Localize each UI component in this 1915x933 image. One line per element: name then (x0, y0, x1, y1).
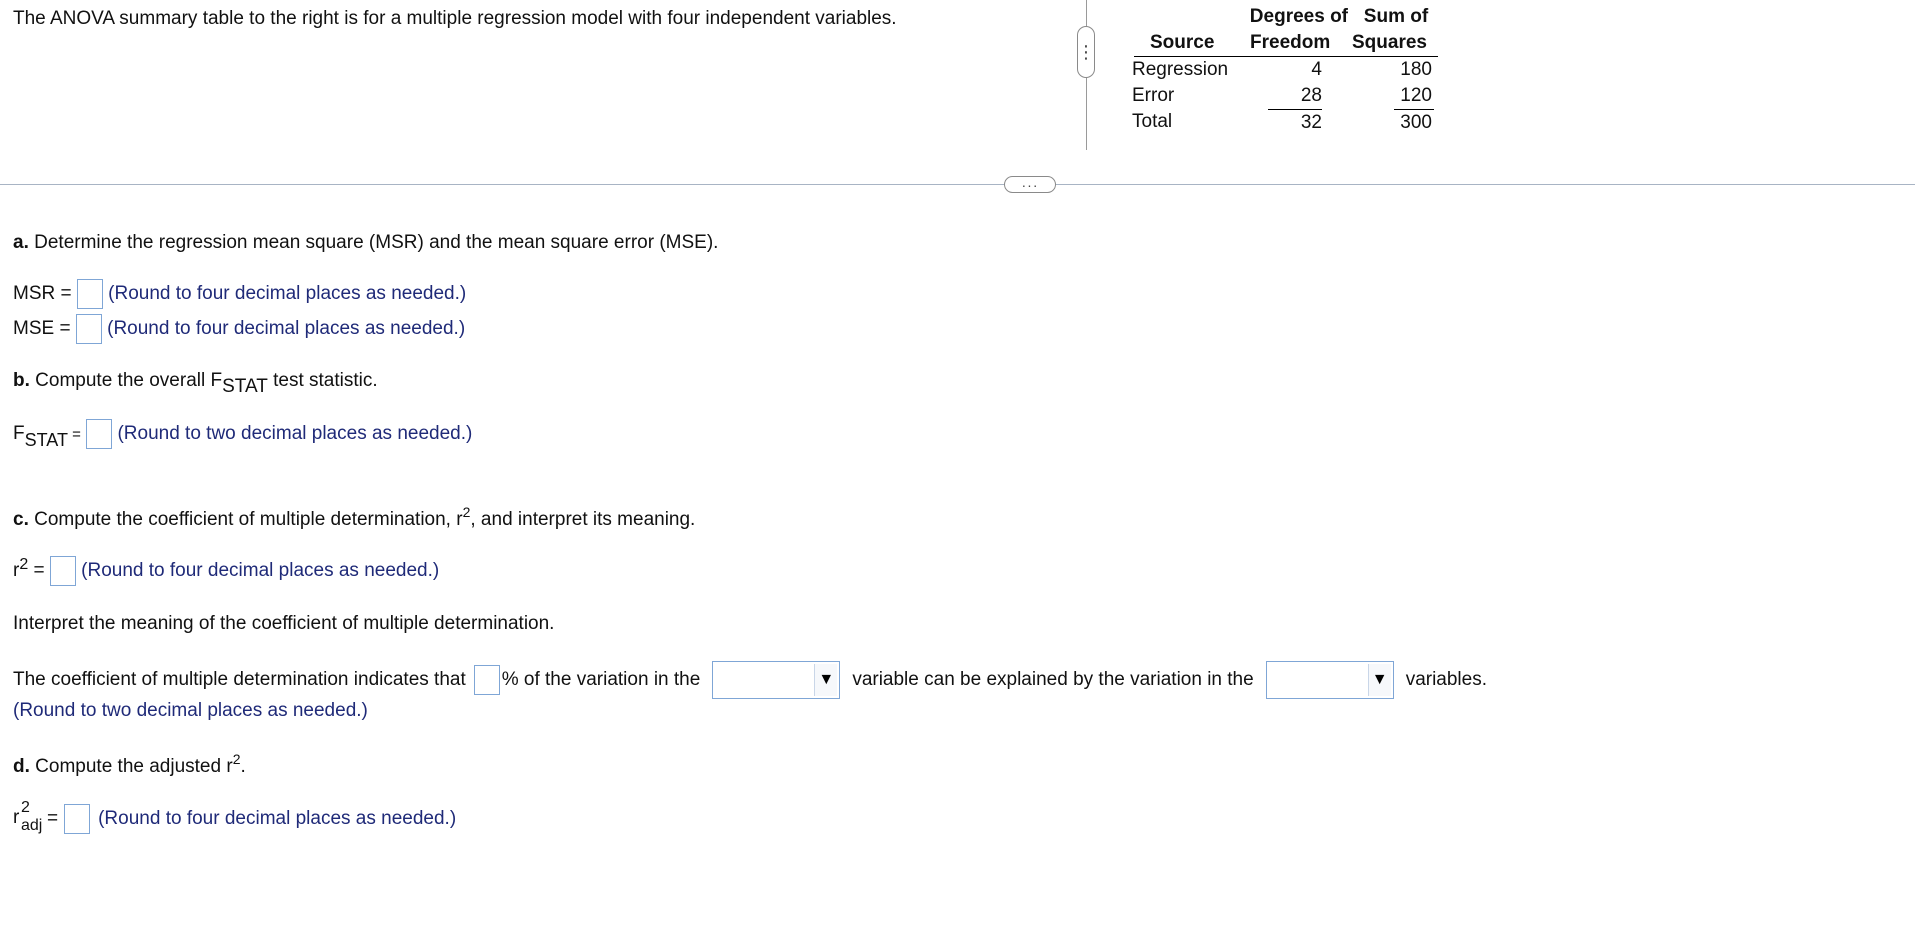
part-b-letter: b. (13, 370, 30, 391)
r2-label-eq: = (28, 560, 45, 582)
mse-hint: (Round to four decimal places as needed.) (107, 318, 466, 340)
header-df-bottom: Freedom (1250, 32, 1331, 53)
vertical-splitter-handle[interactable] (1077, 26, 1095, 78)
header-rule (1134, 56, 1438, 57)
part-d-text-sup: 2 (232, 751, 241, 767)
row-source: Regression (1132, 59, 1229, 80)
percent-hint: (Round to two decimal places as needed.) (13, 700, 368, 721)
horizontal-splitter-handle[interactable] (1004, 176, 1056, 193)
mse-label: MSE = (13, 318, 71, 340)
part-b-question (13, 370, 378, 398)
independent-variables-dropdown[interactable] (1266, 661, 1394, 699)
anova-table (1132, 6, 1432, 146)
r2adj-label-sup: 2 (21, 799, 30, 816)
df-sum-rule (1268, 109, 1322, 110)
part-b-text-pre: Compute the overall F (29, 370, 223, 391)
fstat-hint: (Round to two decimal places as needed.) (117, 423, 473, 445)
msr-label: MSR = (13, 283, 72, 305)
r2adj-hint: (Round to four decimal places as needed.) (98, 808, 457, 829)
r2adj-input[interactable] (64, 804, 90, 834)
part-c-text-pre: Compute the coefficient of multiple determination, r (28, 509, 463, 530)
interpret-text-1: The coefficient of multiple determination indicates that (13, 669, 466, 690)
r2-label-sup: 2 (19, 556, 29, 574)
part-d-text-pre: Compute the adjusted r (29, 756, 233, 777)
part-b-text-sub: STAT (222, 376, 268, 397)
part-d-text-post: . (240, 756, 246, 777)
header-ss-bottom: Squares (1352, 32, 1427, 53)
intro-text: The ANOVA summary table to the right is for a multiple regression model with four independent variables. (13, 8, 897, 29)
r2adj-label (13, 801, 47, 837)
msr-row (13, 279, 466, 309)
part-c-letter: c. (13, 509, 29, 530)
r2-input[interactable] (50, 556, 76, 586)
r2adj-label-main: r (13, 807, 20, 828)
interpret-text-2: % of the variation in the (501, 669, 701, 690)
msr-hint: (Round to four decimal places as needed.) (108, 283, 467, 305)
row-df: 32 (1300, 112, 1322, 133)
part-c-question (13, 504, 695, 531)
fstat-label-eq: = (67, 426, 81, 444)
r2-label-main: r (13, 560, 20, 582)
r2adj-row (13, 801, 456, 837)
interpret-text-4: variables. (1405, 669, 1488, 690)
row-ss: 120 (1400, 85, 1432, 106)
percent-input[interactable] (474, 665, 500, 695)
dropdown-arrow-icon: ▼ (1368, 664, 1391, 696)
part-a-letter: a. (13, 232, 29, 253)
dropdown-arrow-icon: ▼ (814, 664, 837, 696)
mse-row (13, 314, 465, 344)
part-d-letter: d. (13, 756, 30, 777)
r2-row (13, 556, 439, 586)
row-df: 28 (1300, 85, 1322, 106)
r2-hint: (Round to four decimal places as needed.) (81, 560, 440, 582)
part-a-text: Determine the regression mean square (MSR) and the mean square error (MSE). (28, 232, 719, 253)
header-df-top: Degrees of (1249, 6, 1348, 27)
row-ss: 300 (1400, 112, 1432, 133)
row-source: Error (1132, 85, 1175, 106)
msr-input[interactable] (77, 279, 103, 309)
fstat-row (13, 419, 472, 451)
fstat-label-sub: STAT (24, 430, 68, 451)
part-a-question (13, 232, 718, 254)
fstat-label-main: F (13, 423, 25, 445)
ss-sum-rule (1394, 109, 1434, 110)
interpret-prompt: Interpret the meaning of the coefficient of multiple determination. (13, 613, 555, 634)
row-source: Total (1132, 111, 1173, 132)
part-c-text-sup: 2 (462, 504, 471, 520)
vertical-dots-icon: ⋮ (1077, 42, 1095, 62)
mse-input[interactable] (76, 314, 102, 344)
part-c-text-post: , and interpret its meaning. (470, 509, 696, 530)
horizontal-divider (0, 184, 1915, 185)
dependent-variable-dropdown[interactable] (712, 661, 840, 699)
horizontal-dots-icon: ··· (1021, 176, 1039, 193)
r2adj-label-sub: adj (21, 817, 43, 834)
fstat-input[interactable] (86, 419, 112, 449)
interpret-sentence (13, 661, 1487, 699)
header-source: Source (1150, 32, 1215, 53)
r2adj-label-eq: = (47, 808, 59, 829)
part-b-text-post: test statistic. (267, 370, 378, 391)
header-ss-top: Sum of (1363, 6, 1429, 27)
row-df: 4 (1311, 59, 1322, 80)
row-ss: 180 (1400, 59, 1432, 80)
part-d-question (13, 751, 246, 778)
interpret-text-3: variable can be explained by the variation in the (852, 669, 1254, 690)
